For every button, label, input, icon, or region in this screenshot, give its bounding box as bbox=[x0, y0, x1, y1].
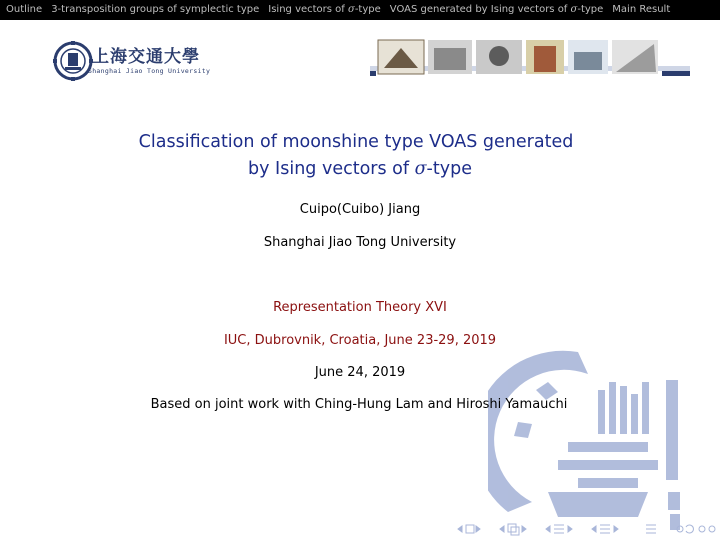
nav-outline[interactable]: Outline bbox=[6, 4, 43, 15]
nav-subsection-next-icon bbox=[522, 526, 526, 532]
nav-voas-text: VOAS generated by Ising vectors of bbox=[389, 4, 571, 15]
nav-subsection-icon bbox=[508, 524, 516, 532]
nav-back-icon bbox=[677, 526, 683, 532]
nav-voas-sigma: σ bbox=[570, 4, 578, 15]
beamer-nav-icons[interactable] bbox=[450, 519, 720, 539]
joint-work-note: Based on joint work with Ching-Hung Lam and Hiroshi Yamauchi bbox=[150, 397, 568, 412]
conference-location: IUC, Dubrovnik, Croatia, June 23-29, 2019 bbox=[223, 333, 497, 348]
title-line-2-prefix: by Ising vectors of bbox=[248, 159, 415, 179]
nav-voas-generated[interactable] bbox=[390, 0, 604, 20]
talk-date: June 24, 2019 bbox=[314, 365, 406, 380]
nav-frame-icon bbox=[466, 525, 474, 533]
conference-name: Representation Theory XVI bbox=[273, 300, 447, 315]
campus-photos-strip bbox=[370, 38, 690, 76]
author-name: Cuipo(Cuibo) Jiang bbox=[299, 202, 421, 217]
nav-ising-vectors[interactable] bbox=[268, 0, 381, 20]
nav-ising-sigma: σ bbox=[348, 4, 355, 15]
title-line-1: Classification of moonshine type VOAS generated bbox=[138, 132, 574, 152]
title-sigma-symbol: σ bbox=[414, 159, 427, 179]
nav-section-next-icon bbox=[568, 526, 572, 532]
affiliation: Shanghai Jiao Tong University bbox=[263, 235, 457, 250]
title-line-2 bbox=[0, 156, 720, 183]
nav-ising-text: Ising vectors of bbox=[268, 4, 348, 15]
logo-chinese-text: 上海交通大學 bbox=[92, 47, 200, 67]
nav-transposition-groups[interactable]: 3-transposition groups of symplectic type bbox=[51, 4, 260, 15]
nav-voas-suffix: -type bbox=[577, 4, 604, 15]
nav-subsection-prev-icon bbox=[500, 526, 504, 532]
nav-doc-prev-icon bbox=[592, 526, 596, 532]
nav-doc-next-icon bbox=[614, 526, 618, 532]
nav-main-result[interactable]: Main Result bbox=[612, 4, 671, 15]
section-nav-bar bbox=[0, 0, 720, 20]
nav-search-icon bbox=[699, 526, 705, 532]
nav-ising-suffix: -type bbox=[354, 4, 381, 15]
logo-english-text: Shanghai Jiao Tong University bbox=[88, 67, 211, 75]
nav-frame-prev-icon bbox=[458, 526, 462, 532]
nav-frame-next-icon bbox=[476, 526, 480, 532]
nav-section-prev-icon bbox=[546, 526, 550, 532]
title-line-2-suffix: -type bbox=[426, 159, 472, 179]
seal-logo-icon bbox=[53, 41, 93, 81]
